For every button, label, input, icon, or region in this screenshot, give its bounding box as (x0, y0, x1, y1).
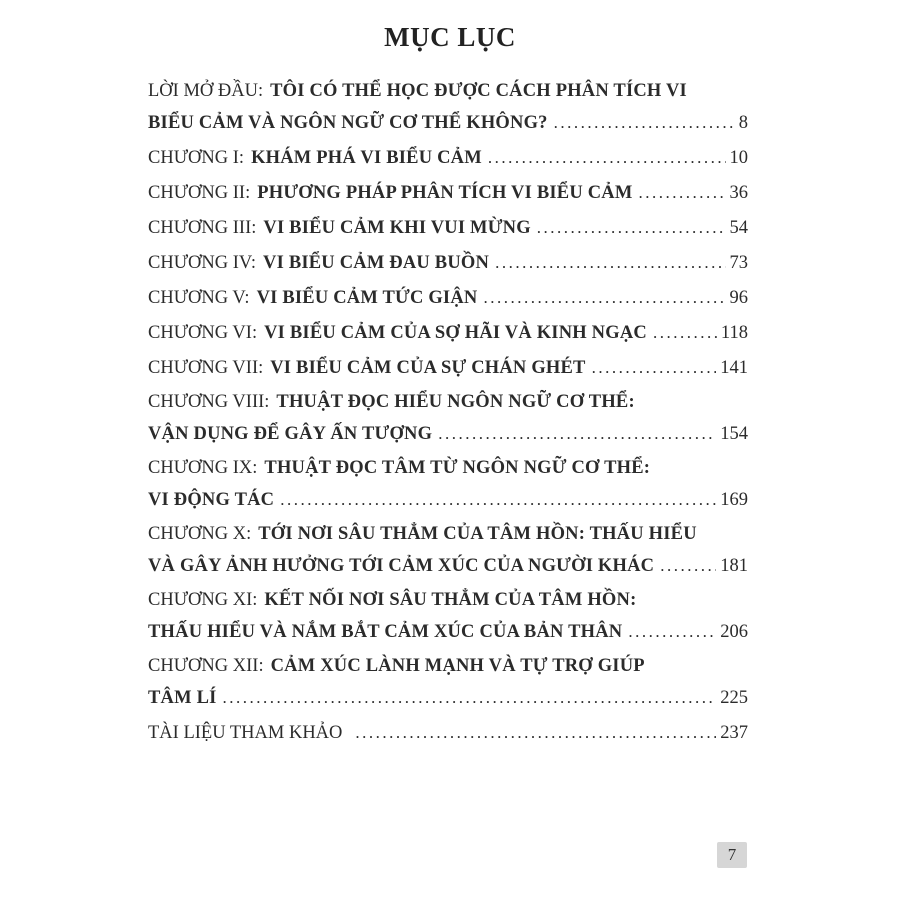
toc-row (148, 519, 748, 550)
toc-entry-prefix: CHƯƠNG XII: (148, 656, 264, 676)
toc-entry-prefix: CHƯƠNG IV: (148, 253, 257, 273)
toc-entry-title: KẾT NỐI NƠI SÂU THẲM CỦA TÂM HỒN: (264, 590, 637, 610)
dot-leader (537, 212, 726, 244)
toc-entry-title: VẬN DỤNG ĐỂ GÂY ẤN TƯỢNG (148, 424, 433, 444)
dot-leader (483, 282, 725, 314)
toc-row (148, 177, 748, 209)
toc-entry (148, 717, 748, 749)
toc-page-number: 237 (720, 723, 748, 743)
toc-page-number: 8 (738, 113, 748, 133)
dot-leader (660, 550, 716, 582)
toc-row (148, 282, 748, 314)
toc-entry-title: VI BIỂU CẢM TỨC GIẬN (256, 288, 478, 308)
toc-entry-title: TÂM LÍ (148, 688, 217, 708)
toc-entry-prefix: CHƯƠNG III: (148, 218, 257, 238)
toc-entry-prefix: CHƯƠNG VI: (148, 323, 258, 343)
toc-entry (148, 317, 748, 349)
toc-page-number: 54 (729, 218, 748, 238)
toc-row (148, 76, 748, 107)
toc-entry (148, 352, 748, 384)
toc-entry-prefix: CHƯƠNG II: (148, 183, 251, 203)
toc-entry-prefix: CHƯƠNG VIII: (148, 392, 270, 412)
dot-leader (223, 682, 717, 714)
toc-row (148, 387, 748, 418)
toc-row (148, 352, 748, 384)
toc-entry-title: VI BIỂU CẢM CỦA SỢ HÃI VÀ KINH NGẠC (264, 323, 647, 343)
toc-entry-title: THẤU HIỂU VÀ NẮM BẮT CẢM XÚC CỦA BẢN THÂN (148, 622, 623, 642)
toc-entry-title: TÔI CÓ THỂ HỌC ĐƯỢC CÁCH PHÂN TÍCH VI (270, 81, 687, 101)
toc-row (148, 550, 748, 582)
toc-entry-title: PHƯƠNG PHÁP PHÂN TÍCH VI BIỂU CẢM (257, 183, 633, 203)
toc-entry-prefix: TÀI LIỆU THAM KHẢO (148, 723, 343, 743)
toc-row (148, 717, 748, 749)
page-title: MỤC LỤC (384, 22, 516, 52)
toc-row (148, 682, 748, 714)
toc-row (148, 616, 748, 648)
toc-entry-title: THUẬT ĐỌC TÂM TỪ NGÔN NGỮ CƠ THỂ: (264, 458, 651, 478)
toc-entry-title: VÀ GÂY ẢNH HƯỞNG TỚI CẢM XÚC CỦA NGƯỜI KHÁC (148, 556, 655, 576)
dot-leader (488, 142, 726, 174)
toc-entry-prefix: CHƯƠNG V: (148, 288, 250, 308)
toc-entry-prefix: CHƯƠNG VII: (148, 358, 264, 378)
page-number-label: 7 (727, 845, 737, 864)
dot-leader (438, 418, 716, 450)
toc-page-number: 169 (720, 490, 748, 510)
toc-entry (148, 519, 748, 582)
toc-entry-title: VI BIỂU CẢM KHI VUI MỪNG (263, 218, 531, 238)
toc-entry (148, 76, 748, 139)
toc-page-number: 181 (720, 556, 748, 576)
toc-page-number: 225 (720, 688, 748, 708)
dot-leader (355, 717, 716, 749)
toc-entry-title: VI BIỂU CẢM ĐAU BUỒN (263, 253, 490, 273)
toc-entry (148, 212, 748, 244)
toc-entry-title: THUẬT ĐỌC HIỂU NGÔN NGỮ CƠ THỂ: (276, 392, 635, 412)
dot-leader (554, 107, 735, 139)
toc-page-number: 73 (729, 253, 748, 273)
toc-entry (148, 247, 748, 279)
toc-entry-prefix: LỜI MỞ ĐẦU: (148, 81, 264, 101)
toc-entry-title: VI ĐỘNG TÁC (148, 490, 275, 510)
toc-row (148, 418, 748, 450)
toc-page-number: 141 (720, 358, 748, 378)
toc-row (148, 651, 748, 682)
toc-row (148, 317, 748, 349)
dot-leader (628, 616, 716, 648)
toc-row (148, 453, 748, 484)
dot-leader (280, 484, 716, 516)
toc-page-number: 96 (729, 288, 748, 308)
toc-row (148, 107, 748, 139)
toc-page-number: 206 (720, 622, 748, 642)
dot-leader (592, 352, 717, 384)
dot-leader (653, 317, 717, 349)
toc-entry (148, 585, 748, 648)
dot-leader (495, 247, 725, 279)
page-number-badge (717, 842, 747, 868)
toc-page-number: 36 (729, 183, 748, 203)
toc-page-number: 10 (729, 148, 748, 168)
toc-entry-title: TỚI NƠI SÂU THẲM CỦA TÂM HỒN: THẤU HIỂU (258, 524, 697, 544)
toc-page-number: 118 (720, 323, 748, 343)
toc-entry (148, 651, 748, 714)
toc-row (148, 212, 748, 244)
toc-row (148, 247, 748, 279)
dot-leader (638, 177, 725, 209)
toc-entry (148, 453, 748, 516)
toc-row (148, 484, 748, 516)
toc-entry-prefix: CHƯƠNG I: (148, 148, 245, 168)
toc-entry (148, 142, 748, 174)
toc-entry (148, 282, 748, 314)
toc-entry-title: BIỂU CẢM VÀ NGÔN NGỮ CƠ THỂ KHÔNG? (148, 113, 548, 133)
toc-list (148, 76, 748, 752)
toc-entry (148, 387, 748, 450)
toc-page-number: 154 (720, 424, 748, 444)
toc-entry (148, 177, 748, 209)
toc-entry-prefix: CHƯƠNG X: (148, 524, 252, 544)
toc-entry-title: VI BIỂU CẢM CỦA SỰ CHÁN GHÉT (270, 358, 586, 378)
toc-row (148, 585, 748, 616)
toc-entry-title: CẢM XÚC LÀNH MẠNH VÀ TỰ TRỢ GIÚP (270, 656, 645, 676)
toc-row (148, 142, 748, 174)
toc-entry-prefix: CHƯƠNG XI: (148, 590, 258, 610)
toc-entry-prefix: CHƯƠNG IX: (148, 458, 258, 478)
toc-entry-title: KHÁM PHÁ VI BIỂU CẢM (251, 148, 482, 168)
